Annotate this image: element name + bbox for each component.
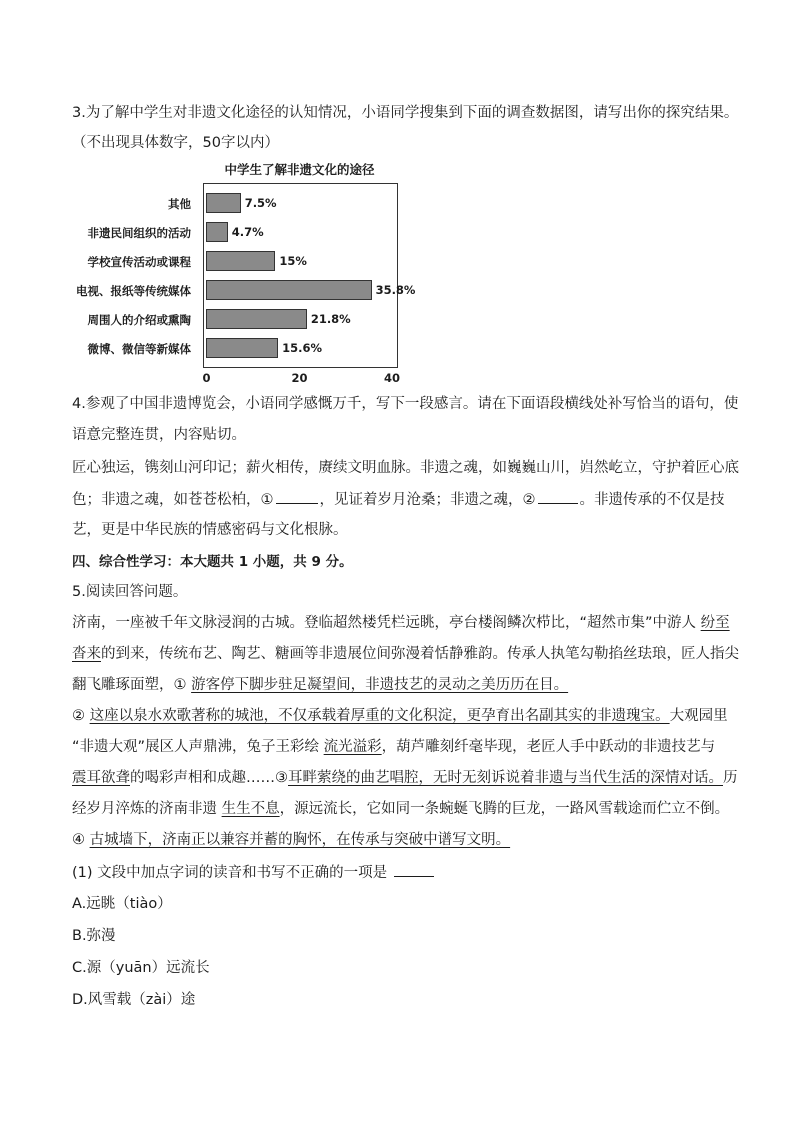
q5-text: 的喝彩声相和成趣……③ xyxy=(130,770,288,786)
underlined-word: 生生不息 xyxy=(221,801,280,817)
category-label: 电视、报纸等传统媒体 xyxy=(76,284,191,298)
value-label: 15.6% xyxy=(282,341,323,355)
q4-passage-text: ，见证着岁月沧桑；非遗之魂，② xyxy=(319,492,536,508)
underlined-word: 震耳欲聋 xyxy=(72,770,130,786)
answer-blank-1[interactable] xyxy=(276,489,318,504)
answer-blank-3[interactable] xyxy=(394,862,434,877)
q4-passage-text: 。非遗传承的不仅是技 xyxy=(579,492,725,508)
section-heading: 四、综合性学习：本大题共 1 小题，共 9 分。 xyxy=(72,554,353,570)
bar xyxy=(206,251,275,271)
underlined-word: 流光溢彩 xyxy=(323,739,382,755)
category-label: 周围人的介绍或熏陶 xyxy=(87,313,191,327)
q4-passage-line1: 匠心独运，镌刻山河印记；薪火相传，赓续文明血脉。非遗之魂，如巍巍山川，岿然屹立，守护着匠心底 xyxy=(72,460,739,476)
q5-text: 经岁月淬炼的济南非遗 xyxy=(72,801,217,817)
q5-title: 5.阅读回答问题。 xyxy=(72,584,188,600)
bar xyxy=(206,280,372,300)
x-tick-label: 20 xyxy=(291,371,308,385)
q5-passage-line7 xyxy=(72,799,729,819)
q4-line1: 4.参观了中国非遗博览会，小语同学感慨万千，写下一段感言。请在下面语段横线处补写恰当的语句，使 xyxy=(72,396,739,412)
q5-passage-line2 xyxy=(72,644,739,664)
q5-text: ② xyxy=(72,708,85,724)
q5-passage-line3 xyxy=(72,675,568,695)
q5-passage-line8 xyxy=(72,830,510,850)
underlined-word: 纷至 xyxy=(700,615,730,631)
option-b: B.弥漫 xyxy=(72,928,116,944)
underlined-word: 沓来 xyxy=(72,646,101,662)
option-d: D.风雪载（zài）途 xyxy=(72,992,196,1008)
q4-passage-text: 色；非遗之魂，如苍苍松柏，① xyxy=(72,492,274,508)
value-label: 4.7% xyxy=(231,225,264,239)
q4-passage-line2 xyxy=(72,489,725,510)
underlined-sentence-1: 游客停下脚步驻足凝望间，非遗技艺的灵动之美历历在目。 xyxy=(191,677,569,693)
q5-text: 历 xyxy=(723,770,738,786)
underlined-sentence-4: 古城墙下，济南正以兼容并蓄的胸怀，在传承与突破中谱写文明。 xyxy=(89,832,511,848)
bar xyxy=(206,309,307,329)
bar xyxy=(206,222,228,242)
bar xyxy=(206,338,278,358)
option-c: C.源（yuān）远流长 xyxy=(72,960,210,976)
q5-text: “非遗大观”展区人声鼎沸，兔子王彩绘 xyxy=(72,739,320,755)
value-label: 15% xyxy=(279,254,307,268)
q5-text: 的到来，传统布艺、陶艺、糖画等非遗展位间弥漫着恬静雅韵。传承人执笔勾勒掐丝珐琅，匠人指尖 xyxy=(101,646,739,662)
q5-text: 翻飞雕琢面塑，① xyxy=(72,677,187,693)
q5-subquestion-1 xyxy=(72,862,436,883)
underlined-sentence-2: 这座以泉水欢歌著称的城池，不仅承载着厚重的文化积淀，更孕育出名副其实的非遗瑰宝。 xyxy=(89,708,670,724)
value-label: 21.8% xyxy=(310,312,351,326)
x-tick-label: 40 xyxy=(384,371,401,385)
x-tick-label: 0 xyxy=(202,371,211,385)
answer-blank-2[interactable] xyxy=(538,489,578,504)
q5-passage-line4 xyxy=(72,706,728,726)
q5-text: ，葫芦雕刻纤毫毕现，老匠人手中跃动的非遗技艺与 xyxy=(381,739,716,755)
q5-passage-line5 xyxy=(72,737,715,757)
option-a: A.远眺（tiào） xyxy=(72,896,172,912)
category-label: 非遗民间组织的活动 xyxy=(87,226,191,240)
q5-passage-line6 xyxy=(72,768,738,788)
category-label: 学校宣传活动或课程 xyxy=(87,255,191,269)
q5-passage-line1 xyxy=(72,613,730,633)
q4-line2: 语意完整连贯，内容贴切。 xyxy=(72,427,246,443)
value-label: 35.8% xyxy=(375,283,416,297)
q5-text: (1) 文段中加点字词的读音和书写不正确的一项是 xyxy=(72,865,388,881)
underlined-sentence-3: 耳畔萦绕的曲艺唱腔，无时无刻诉说着非遗与当代生活的深情对话。 xyxy=(288,770,723,786)
chart-title: 中学生了解非遗文化的途径 xyxy=(224,162,375,177)
bar xyxy=(206,193,241,213)
q5-text: 济南，一座被千年文脉浸润的古城。登临超然楼凭栏远眺，亭台楼阁鳞次栉比，“超然市集”中游人 xyxy=(72,615,697,631)
q5-text: ，源远流长，它如同一条蜿蜒飞腾的巨龙，一路风雪载途而伫立不倒。 xyxy=(279,801,730,817)
q5-text: 大观园里 xyxy=(669,708,728,724)
q4-passage-line3: 艺，更是中华民族的情感密码与文化根脉。 xyxy=(72,522,348,538)
value-label: 7.5% xyxy=(244,196,277,210)
category-label: 其他 xyxy=(168,197,191,211)
q5-text: ④ xyxy=(72,832,85,848)
category-label: 微博、微信等新媒体 xyxy=(87,342,191,356)
q3-line2: （不出现具体数字，50字以内） xyxy=(72,135,279,151)
q3-line1: 3.为了解中学生对非遗文化途径的认知情况，小语同学搜集到下面的调查数据图，请写出你的探究结果。 xyxy=(72,105,739,121)
